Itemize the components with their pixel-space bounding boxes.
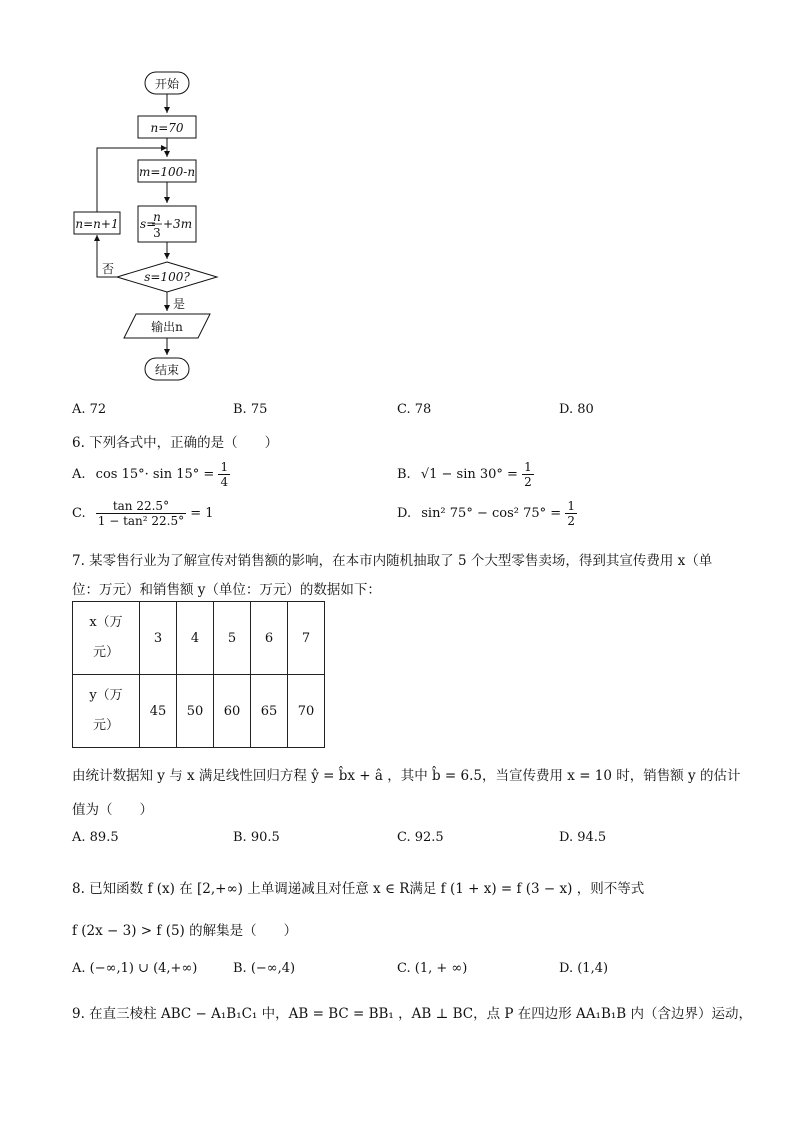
flow-start-label: 开始 [154,77,180,91]
flow-yes-label: 是 [173,297,186,311]
q6-stem: 6. 下列各式中，正确的是（ ） [72,435,279,451]
q5-option-a: A. 72 [72,402,107,417]
flow-no-label: 否 [102,262,115,276]
q6-option-a [72,460,230,489]
q6-d-frac [565,499,577,528]
q7-option-d: D. 94.5 [559,830,607,845]
q8-line-1: 8. 已知函数 f (x) 在 [2,+∞) 上单调递减且对任意 x ∈ R满足 f (1 + x) = f (3 − x) ，则不等式 [72,881,645,897]
q7-after-line-2: 值为（ ） [72,802,153,818]
flow-update-label: n=n+1 [75,217,119,231]
q6-c-tail: = 1 [190,506,214,521]
table-row-y [73,675,325,748]
q6-b-label: B. [397,467,411,482]
table-row-x [73,602,325,675]
q6-d-expr: sin² 75° − cos² 75° = [421,506,562,521]
q6-c-label: C. [72,506,86,521]
flow-s-num: n [153,210,161,224]
q7-line-1: 7. 某零售行业为了解宣传对销售额的影响，在本市内随机抽取了 5 个大型零售卖场，得到其宣传费用 x（单 [72,553,713,569]
q6-b-expr: √1 − sin 30° = [420,467,518,482]
table-cell: 3 [140,602,177,675]
q8-option-d: D. (1,4) [559,961,609,976]
q6-a-frac [218,460,230,489]
q7-option-c: C. 92.5 [397,830,444,845]
flow-s-den: 3 [153,226,161,240]
table-cell: 45 [140,675,177,748]
q8-option-a: A. (−∞,1) ∪ (4,+∞) [72,961,198,976]
q9-line-1: 9. 在直三棱柱 ABC − A₁B₁C₁ 中，AB = BC = BB₁ ，AB ⊥ BC，点 P 在四边形 AA₁B₁B 内（含边界）运动， [72,1006,752,1022]
q7-after-line-1: 由统计数据知 y 与 x 满足线性回归方程 ŷ = b̂x + â ，其中 b̂ = 6.5，当宣传费用 x = 10 时，销售额 y 的估计 [72,768,741,784]
q8-option-b: B. (−∞,4) [233,961,296,976]
table-cell: 65 [251,675,288,748]
q6-a-expr: cos 15°· sin 15° = [95,467,215,482]
q6-a-label: A. [72,467,86,482]
q6-a-num: 1 [220,460,229,474]
q5-option-d: D. 80 [559,402,594,417]
q6-option-c [72,499,214,528]
q7-data-table [72,601,325,748]
q6-b-num: 1 [524,460,532,474]
q6-d-label: D. [397,506,412,521]
flow-s-suffix: +3m [163,217,193,231]
table-cell: 7 [288,602,325,675]
q6-c-frac [96,499,186,528]
q6-c-den: 1 − tan² 22.5° [97,514,185,528]
table-cell: 4 [177,602,214,675]
table-header-y-line2: 元） [92,718,119,733]
flow-s-prefix: s= [140,217,157,231]
q7-line-2: 位：万元）和销售额 y（单位：万元）的数据如下： [72,582,381,598]
table-cell: 50 [177,675,214,748]
table-header-x-line2: 元） [92,645,119,660]
q6-option-d [397,499,577,528]
flow-end-label: 结束 [154,363,180,377]
table-cell: 70 [288,675,325,748]
table-cell: 60 [214,675,251,748]
table-header-x-line1: x（万 [89,615,123,630]
q6-b-den: 2 [524,475,532,489]
q6-d-den: 2 [567,514,575,528]
q6-option-b [397,460,534,489]
q5-option-c: C. 78 [397,402,432,417]
q6-b-frac [522,460,534,489]
q7-option-a: A. 89.5 [72,830,119,845]
q5-option-b: B. 75 [233,402,268,417]
table-header-y [73,675,140,748]
flow-cond-label: s=100? [144,270,190,284]
q8-option-c: C. (1, + ∞) [397,961,468,976]
table-cell: 6 [251,602,288,675]
table-header-x [73,602,140,675]
flowchart [60,60,240,390]
q6-c-num: tan 22.5° [96,499,186,514]
q8-line-2: f (2x − 3) > f (5) 的解集是（ ） [72,923,298,939]
flow-output-label: 输出n [151,320,183,334]
q6-a-den: 4 [220,475,229,489]
q7-option-b: B. 90.5 [233,830,280,845]
table-cell: 5 [214,602,251,675]
flow-init-label: n=70 [150,121,184,135]
q6-d-num: 1 [567,499,575,513]
flow-m-label: m=100-n [138,165,196,179]
table-header-y-line1: y（万 [89,688,123,703]
